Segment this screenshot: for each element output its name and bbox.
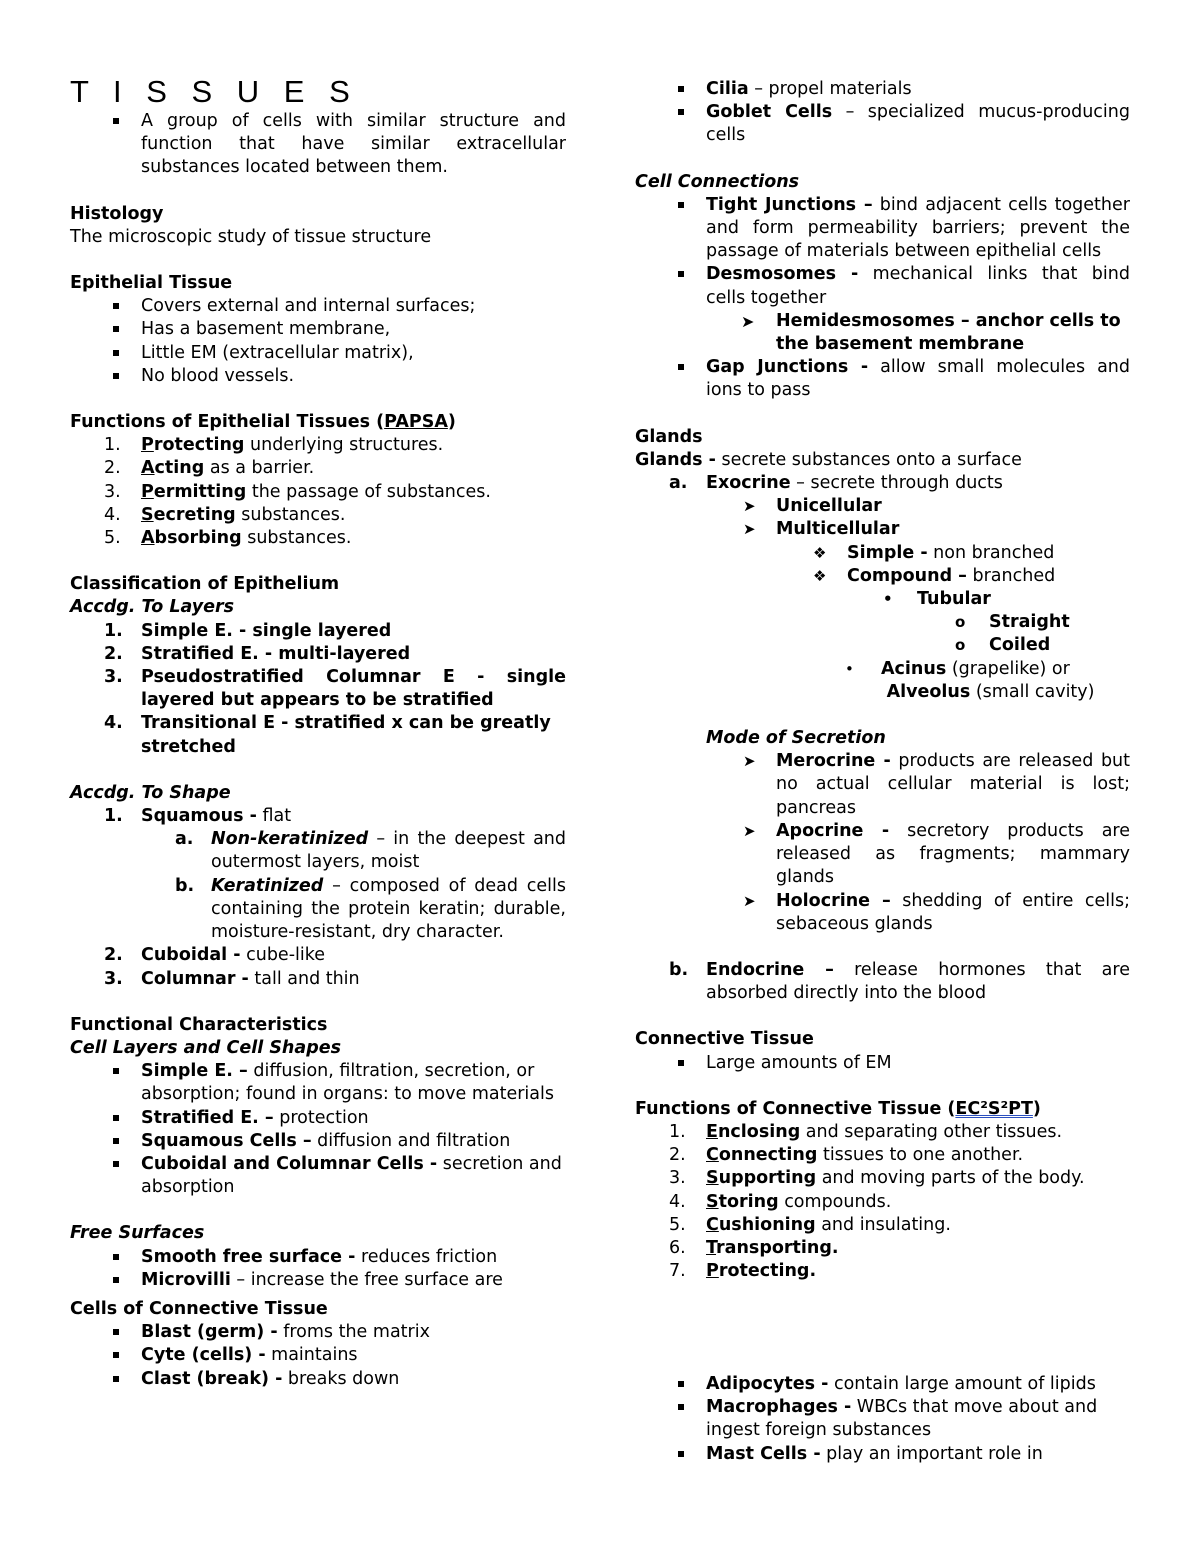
numbered-item: 7. Protecting.	[669, 1261, 817, 1282]
functions-ct-heading: Functions of Connective Tissue (EC²S²PT)	[635, 1098, 1041, 1119]
list-item: Blast (germ) - froms the matrix	[70, 1321, 566, 1344]
functional-heading: Functional Characteristics	[70, 1014, 328, 1035]
sub-list-item: • Tubular	[883, 589, 991, 610]
sub-list-item: ➤ Holocrine – shedding of entire cells; sebaceous glands	[743, 890, 1130, 934]
shape-subheading: Accdg. To Shape	[70, 782, 231, 803]
classification-heading: Classification of Epithelium	[70, 574, 340, 595]
numbered-item: 1. Simple E. - single layered	[104, 620, 392, 641]
lettered-item: a. Non-keratinized – in the deepest and outermost layers, moist	[175, 829, 566, 873]
lettered-item: b. Endocrine – release hormones that are absorbed directly into the blood	[669, 959, 1130, 1004]
ec2s2pt-acronym: EC²S²PT	[955, 1098, 1033, 1119]
page-title: T I S S U E S	[70, 74, 358, 109]
cell-connections-heading: Cell Connections	[635, 171, 800, 192]
list-item: Large amounts of EM	[635, 1052, 1130, 1075]
sub-list-item: o Coiled	[955, 635, 1051, 656]
left-column	[70, 72, 566, 1391]
functions-epithelial-heading: Functions of Epithelial Tissues (PAPSA)	[70, 412, 456, 433]
sub-list-item: ➤ Hemidesmosomes – anchor cells to the basement membrane	[741, 310, 1121, 355]
numbered-item: 2. Acting as a barrier.	[104, 458, 315, 479]
list-item-text: Covers external and internal surfaces;	[141, 296, 476, 317]
sub-list-item: • Acinus (grapelike) or Alveolus (small cavity)	[845, 658, 1095, 702]
numbered-item: 3. Permitting the passage of substances.	[104, 481, 491, 502]
sub-list-item: ➤ Multicellular	[743, 519, 900, 540]
numbered-item: 1. Protecting underlying structures.	[104, 435, 444, 456]
list-item: Gap Junctions - allow small molecules and ions to pass	[635, 356, 1130, 402]
numbered-item: 6. Transporting.	[669, 1237, 839, 1258]
numbered-item: 2. Stratified E. - multi-layered	[104, 643, 411, 664]
numbered-item: 2. Cuboidal - cube-like	[104, 945, 326, 966]
list-item	[70, 295, 566, 318]
numbered-item: 4. Transitional E - stratified x can be greatly stretched	[104, 713, 551, 757]
numbered-item: 3. Columnar - tall and thin	[104, 968, 360, 989]
free-surfaces-heading: Free Surfaces	[70, 1223, 205, 1244]
list-item: Goblet Cells – specialized mucus-producing cells	[635, 101, 1130, 147]
mode-secretion-heading: Mode of Secretion	[706, 728, 886, 749]
list-item: Mast Cells - play an important role in	[635, 1443, 1130, 1466]
right-bottom-list	[635, 1373, 1130, 1466]
sub-list-item: ➤ Merocrine - products are released but no actual cellular material is lost; pancreas	[743, 751, 1131, 818]
numbered-item: 1. Squamous - flat	[104, 806, 292, 827]
histology-text: The microscopic study of tissue structure	[70, 226, 432, 247]
sub-list-item: ❖ Simple - non branched	[813, 542, 1055, 563]
numbered-item: 5. Cushioning and insulating.	[669, 1214, 951, 1235]
sub-list-item: ❖ Compound – branched	[813, 565, 1056, 586]
list-item-text: Has a basement membrane,	[141, 319, 391, 340]
list-item: Clast (break) - breaks down	[70, 1368, 566, 1391]
list-item: Adipocytes - contain large amount of lipids	[635, 1373, 1130, 1396]
list-item: Smooth free surface - reduces friction	[70, 1246, 566, 1269]
numbered-item: 5. Absorbing substances.	[104, 528, 352, 549]
list-item	[70, 365, 566, 388]
list-item-text: No blood vessels.	[141, 365, 295, 386]
lettered-item: b. Keratinized – composed of dead cells containing the protein keratin; durable, moisture-resistant, dry character.	[175, 875, 566, 943]
list-item	[70, 318, 566, 341]
glands-heading: Glands	[635, 426, 703, 447]
numbered-item: 4. Secreting substances.	[104, 504, 346, 525]
sub-list-item: o Straight	[955, 612, 1070, 633]
cells-ct-heading: Cells of Connective Tissue	[70, 1298, 328, 1319]
list-item	[70, 342, 566, 365]
list-item: Cuboidal and Columnar Cells - secretion and absorption	[70, 1153, 566, 1199]
papsa-acronym: PAPSA	[384, 412, 448, 433]
list-item: Microvilli – increase the free surface are	[70, 1269, 566, 1292]
sub-list-item: ➤ Apocrine - secretory products are released as fragments; mammary glands	[743, 820, 1130, 888]
connective-heading: Connective Tissue	[635, 1029, 814, 1050]
list-item: Stratified E. – protection	[70, 1107, 566, 1130]
numbered-item: 3. Supporting and moving parts of the body.	[669, 1168, 1085, 1189]
numbered-item: 4. Storing compounds.	[669, 1191, 892, 1212]
sub-list-item: ➤ Unicellular	[743, 496, 882, 517]
intro-item	[70, 110, 566, 180]
list-item: Squamous Cells – diffusion and filtration	[70, 1130, 566, 1153]
right-column	[635, 78, 1130, 1283]
list-item: Macrophages - WBCs that move about and ingest foreign substances	[635, 1396, 1130, 1442]
functional-subheading: Cell Layers and Cell Shapes	[70, 1037, 342, 1058]
intro-text: A group of cells with similar structure and function that have similar extracellular substances located between them.	[141, 111, 566, 178]
list-item: Desmosomes - mechanical links that bind cells together	[635, 263, 1130, 309]
numbered-item: 1. Enclosing and separating other tissues.	[669, 1121, 1063, 1142]
layers-subheading: Accdg. To Layers	[70, 597, 235, 618]
numbered-item: 3. Pseudostratified Columnar E - single layered but appears to be stratified	[104, 667, 566, 711]
list-item-text: Little EM (extracellular matrix),	[141, 342, 414, 363]
list-item: Tight Junctions – bind adjacent cells together and form permeability barriers; prevent the passage of materials between epithelial cells	[635, 194, 1130, 264]
glands-definition: Glands - secrete substances onto a surface	[635, 449, 1022, 470]
numbered-item: 2. Connecting tissues to one another.	[669, 1145, 1024, 1166]
list-item: Simple E. – diffusion, filtration, secretion, or absorption; found in organs: to move materials	[70, 1060, 566, 1106]
list-item: Cyte (cells) - maintains	[70, 1344, 566, 1367]
list-item: Cilia – propel materials	[635, 78, 1130, 101]
lettered-item: a. Exocrine – secrete through ducts	[669, 473, 1003, 494]
epithelial-heading: Epithelial Tissue	[70, 273, 233, 294]
histology-heading: Histology	[70, 203, 164, 224]
